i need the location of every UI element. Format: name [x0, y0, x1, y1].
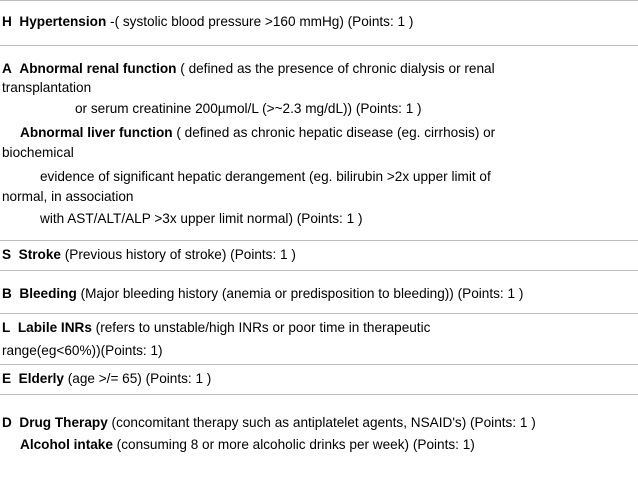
row-line	[2, 245, 296, 264]
row-letter: D	[2, 415, 12, 430]
row-bleeding	[0, 271, 638, 314]
row-labile-inrs	[0, 314, 638, 365]
row-description: (consuming 8 or more alcoholic drinks per week) (Points: 1)	[112, 437, 475, 452]
row-term: Drug Therapy	[19, 415, 108, 430]
row-term: Stroke	[18, 247, 61, 262]
row-letter: B	[2, 286, 12, 301]
row-term: Abnormal renal function	[19, 61, 177, 76]
row-term: Hypertension	[19, 14, 107, 29]
row-line	[2, 284, 523, 303]
row-line	[2, 341, 163, 360]
row-line	[20, 123, 495, 142]
row-description: ( defined as the presence of chronic dialysis or renal	[176, 61, 495, 76]
row-letter: H	[2, 14, 12, 29]
row-term: Abnormal liver function	[20, 125, 173, 140]
row-line	[40, 209, 362, 228]
row-description: normal, in association	[2, 189, 134, 204]
row-line	[2, 143, 74, 162]
row-letter: S	[2, 247, 12, 262]
row-description: (refers to unstable/high INRs or poor time in therapeutic	[91, 320, 431, 335]
row-letter: L	[2, 320, 11, 335]
row-line	[40, 167, 491, 186]
row-drug-alcohol	[0, 395, 638, 479]
row-description: (Previous history of stroke) (Points: 1 )	[60, 247, 296, 262]
row-line	[75, 99, 422, 118]
row-description: (Major bleeding history (anemia or predisposition to bleeding)) (Points: 1 )	[76, 286, 524, 301]
row-line	[2, 413, 536, 432]
row-description: (concomitant therapy such as antiplatelet agents, NSAID's) (Points: 1 )	[107, 415, 536, 430]
row-line	[2, 369, 211, 388]
row-stroke	[0, 241, 638, 271]
row-description: transplantation	[2, 80, 92, 95]
row-line	[2, 59, 495, 78]
row-term: Alcohol intake	[20, 437, 113, 452]
row-abnormal-function	[0, 46, 638, 241]
row-line	[20, 435, 475, 454]
row-line	[2, 318, 430, 337]
row-description: (age >/= 65) (Points: 1 )	[63, 371, 212, 386]
row-line	[2, 78, 91, 97]
row-term: Elderly	[18, 371, 64, 386]
row-letter: E	[2, 371, 12, 386]
row-description: range(eg<60%))(Points: 1)	[2, 343, 163, 358]
row-description: biochemical	[2, 145, 74, 160]
row-description: evidence of significant hepatic derangement (eg. bilirubin >2x upper limit of	[40, 169, 491, 184]
row-description: with AST/ALT/ALP >3x upper limit normal) (Points: 1 )	[40, 211, 363, 226]
row-line	[2, 12, 413, 31]
row-description: -( systolic blood pressure >160 mmHg) (Points: 1 )	[106, 14, 414, 29]
row-hypertension	[0, 0, 638, 46]
row-term: Labile INRs	[17, 320, 92, 335]
row-description: ( defined as chronic hepatic disease (eg. cirrhosis) or	[172, 125, 496, 140]
row-line	[2, 187, 133, 206]
row-elderly	[0, 365, 638, 395]
row-term: Bleeding	[19, 286, 77, 301]
row-description: or serum creatinine 200µmol/L (>~2.3 mg/dL)) (Points: 1 )	[75, 101, 422, 116]
row-letter: A	[2, 61, 12, 76]
